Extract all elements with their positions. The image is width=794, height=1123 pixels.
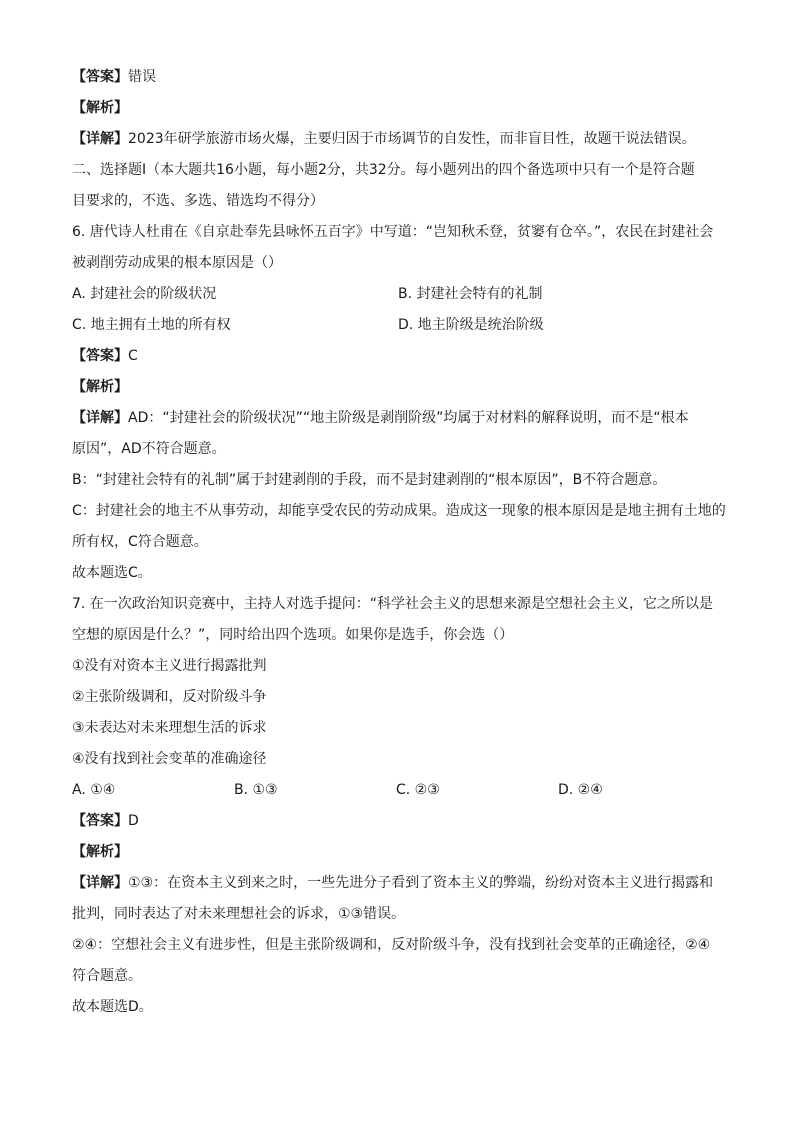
section-heading-line-1: 二、选择题Ⅰ（本大题共16小题，每小题2分，共32分。每小题列出的四个备选项中只有一个是符合题	[72, 162, 695, 178]
q6-detail-line-5: 所有权，C符合题意。	[72, 534, 208, 550]
detail-tag: 【详解】	[72, 875, 128, 891]
q7-option-d: D. ②④	[558, 782, 603, 798]
q6-detail-line-1	[72, 403, 724, 434]
answer-value: D	[128, 813, 139, 829]
detail-tag: 【详解】	[72, 410, 128, 426]
q6-detail-line-4: C：封建社会的地主不从事劳动，却能享受农民的劳动成果。造成这一现象的根本原因是是地主拥有土地的	[72, 503, 726, 519]
q6-conclusion: 故本题选C。	[72, 565, 152, 581]
q7-option-c: C. ②③	[396, 782, 440, 798]
q6-answer-line	[72, 341, 724, 372]
q7-item-4: ④没有找到社会变革的准确途径	[72, 751, 267, 767]
answer-tag: 【答案】	[72, 69, 128, 85]
detail-tag: 【详解】	[72, 131, 128, 147]
q7-item-3: ③未表达对未来理想生活的诉求	[72, 720, 267, 736]
q6-analysis-tag: 【解析】	[72, 379, 128, 395]
q5-analysis-tag: 【解析】	[72, 100, 128, 116]
q5-detail-line	[72, 124, 724, 155]
detail-text: ①③：在资本主义到来之时，一些先进分子看到了资本主义的弊端，纷纷对资本主义进行揭露和	[128, 875, 714, 891]
q6-stem-line-2: 被剥削劳动成果的根本原因是（）	[72, 255, 282, 271]
q7-item-1: ①没有对资本主义进行揭露批判	[72, 658, 267, 674]
answer-value: 错误	[128, 69, 156, 85]
q6-option-a: A. 封建社会的阶级状况	[72, 286, 217, 302]
q7-answer-line	[72, 806, 724, 837]
q5-answer-line	[72, 62, 724, 93]
q7-detail-line-2: 批判，同时表达了对未来理想社会的诉求，①③错误。	[72, 906, 406, 922]
detail-text: 2023年研学旅游市场火爆，主要归因于市场调节的自发性，而非盲目性，故题干说法错误。	[128, 131, 696, 147]
section-heading-line-2: 目要求的，不选、多选、错选均不得分）	[72, 193, 324, 209]
q6-option-c: C. 地主拥有土地的所有权	[72, 317, 231, 333]
q6-detail-line-2: 原因”，AD不符合题意。	[72, 441, 226, 457]
q7-detail-line-3: ②④：空想社会主义有进步性，但是主张阶级调和，反对阶级斗争，没有找到社会变革的正确途径，②④	[72, 937, 711, 953]
q7-detail-line-1	[72, 868, 724, 899]
document-page	[72, 62, 724, 1023]
q6-detail-line-3: B：“封建社会特有的礼制”属于封建剥削的手段，而不是封建剥削的“根本原因”，B不符合题意。	[72, 472, 667, 488]
detail-text: AD：“封建社会的阶级状况”“地主阶级是剥削阶级”均属于对材料的解释说明，而不是“根本	[128, 410, 689, 426]
answer-value: C	[128, 348, 138, 364]
answer-tag: 【答案】	[72, 813, 128, 829]
q7-analysis-tag: 【解析】	[72, 844, 128, 860]
q7-item-2: ②主张阶级调和，反对阶级斗争	[72, 689, 267, 705]
q7-stem-line-1: 7. 在一次政治知识竞赛中，主持人对选手提问：“科学社会主义的思想来源是空想社会主义，它之所以是	[72, 596, 714, 612]
q7-conclusion: 故本题选D。	[72, 999, 153, 1015]
q7-stem-line-2: 空想的原因是什么？”，同时给出四个选项。如果你是选手，你会选（）	[72, 627, 514, 643]
answer-tag: 【答案】	[72, 348, 128, 364]
q6-option-d: D. 地主阶级是统治阶级	[398, 317, 544, 333]
q7-option-b: B. ①③	[234, 782, 278, 798]
q7-detail-line-4: 符合题意。	[72, 968, 142, 984]
q7-options-row	[72, 775, 724, 806]
q6-stem-line-1: 6. 唐代诗人杜甫在《自京赴奉先县咏怀五百字》中写道：“岂知秋禾登，贫窭有仓卒。”，农民在封建社会	[72, 224, 714, 240]
q7-option-a: A. ①④	[72, 782, 116, 798]
q6-options-row-1	[72, 279, 724, 310]
q6-option-b: B. 封建社会特有的礼制	[398, 286, 543, 302]
q6-options-row-2	[72, 310, 724, 341]
